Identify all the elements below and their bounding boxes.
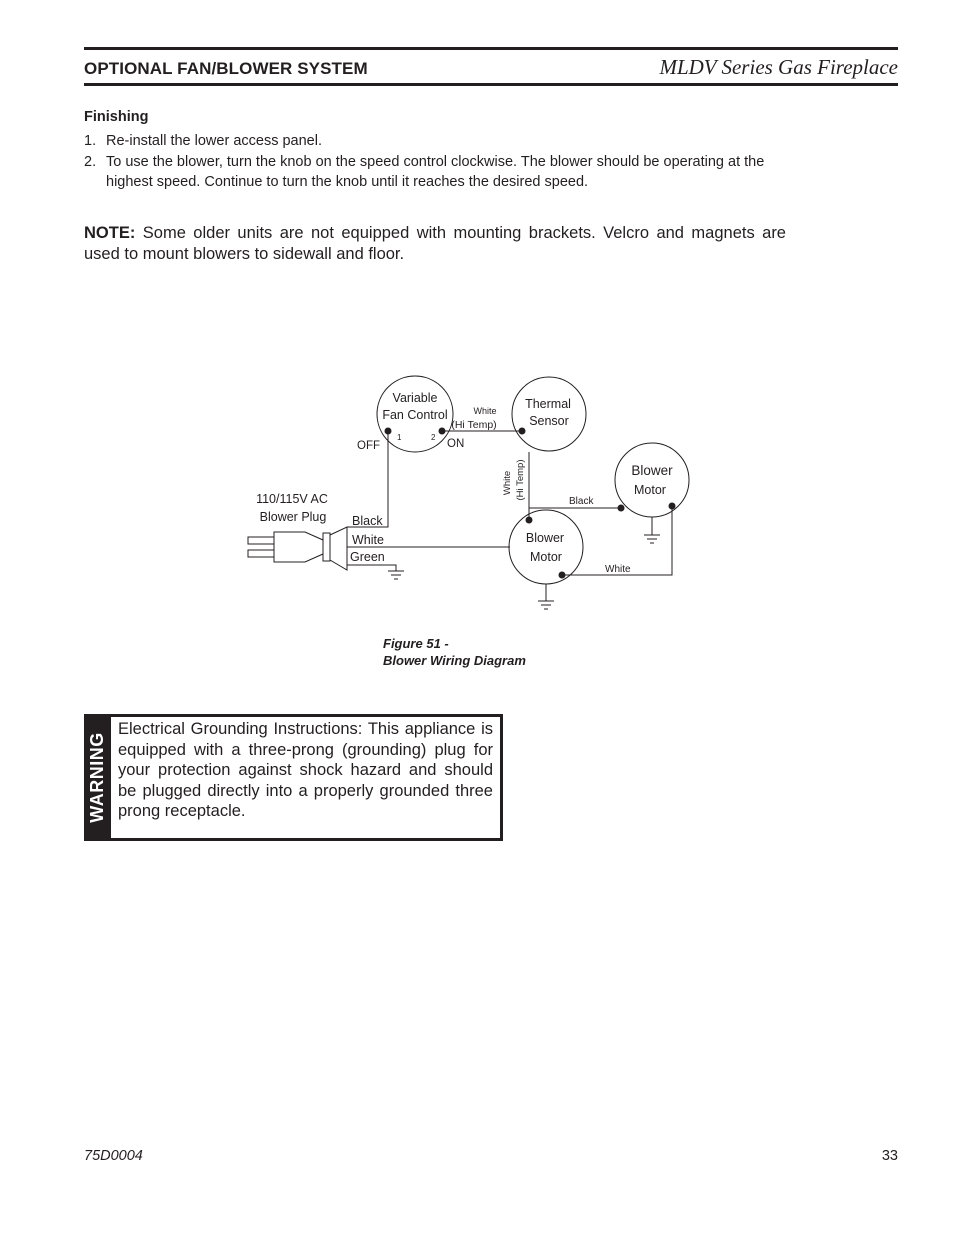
terminal-2 [439,428,446,435]
wire-white-plug-label: White [352,533,384,547]
plug-label-2: Blower Plug [259,510,327,524]
step-number: 1. [84,133,97,149]
doc-number: 75D0004 [84,1148,143,1164]
blower-right-label-2: Motor [634,483,666,497]
wire-white-vertical-label: White [502,470,513,496]
product-title: MLDV Series Gas Fireplace [659,55,898,79]
warning-label: WARNING [87,732,107,823]
figure-caption [383,635,526,669]
blower-motor-right-circle [615,443,689,517]
wire-green-plug [347,565,396,571]
blower-center-label-2: Motor [530,550,562,564]
terminal-right-left [618,505,625,512]
figure-title: Blower Wiring Diagram [383,653,526,668]
on-label: ON [447,438,465,450]
step-item [84,131,804,151]
step-number: 2. [84,154,97,170]
note-label: NOTE: [84,224,136,242]
terminal-1 [385,428,392,435]
plug-label-1: 110/115V AC [256,492,328,506]
wire-black-right-label: Black [569,496,594,507]
pin-2-label: 2 [431,433,436,442]
thermal-sensor-label-1: Thermal [525,397,571,411]
blower-center-label-1: Blower [525,531,565,545]
ground-right-motor [644,517,660,543]
blower-plug-icon [248,527,347,570]
terminal-center-top [526,517,533,524]
wire-green-plug-label: Green [350,550,385,564]
thermal-sensor-label-2: Sensor [529,414,569,428]
figure-number: Figure 51 - [383,636,449,651]
terminal-center-bottom [559,572,566,579]
header-rule-bottom [84,83,898,86]
page-number: 33 [881,1148,898,1164]
terminal-sensor [519,428,526,435]
wire-hitemp-vertical-label: (Hi Temp) [515,459,526,501]
ground-center-motor [538,584,554,609]
fan-control-label-2: Fan Control [382,408,448,422]
warning-label-wrap [84,714,111,841]
ground-green [388,571,404,579]
wire-hitemp-top-label: (Hi Temp) [451,419,497,431]
off-label: OFF [357,440,380,452]
wire-white-top-label: White [473,406,497,416]
step-item [84,152,804,192]
step-text: Re-install the lower access panel. [106,133,322,149]
wire-white-right-label: White [605,564,631,575]
blower-motor-center-circle [509,510,583,584]
note-text: Some older units are not equipped with mounting brackets. Velcro and magnets are used to mount blowers to sidewall and floor. [84,224,786,263]
blower-wiring-diagram [240,370,700,620]
blower-right-label-1: Blower [631,463,673,478]
note-paragraph [84,223,786,265]
fan-control-label-1: Variable [392,391,438,405]
header-rule-top [84,47,898,50]
section-title: OPTIONAL FAN/BLOWER SYSTEM [84,59,368,78]
finishing-steps [84,131,804,193]
wire-black-plug-label: Black [352,514,383,528]
pin-1-label: 1 [397,433,402,442]
warning-text: Electrical Grounding Instructions: This appliance is equipped with a three-prong (grounding) plug for your protection against shock hazard and should be plugged directly into a properly grounded three prong receptacle. [118,720,493,820]
step-text: To use the blower, turn the knob on the speed control clockwise. The blower should be operating at the highest speed. Continue to turn the knob until it reaches the desired speed. [106,154,765,190]
terminal-right-right [669,503,676,510]
finishing-heading: Finishing [84,109,149,125]
